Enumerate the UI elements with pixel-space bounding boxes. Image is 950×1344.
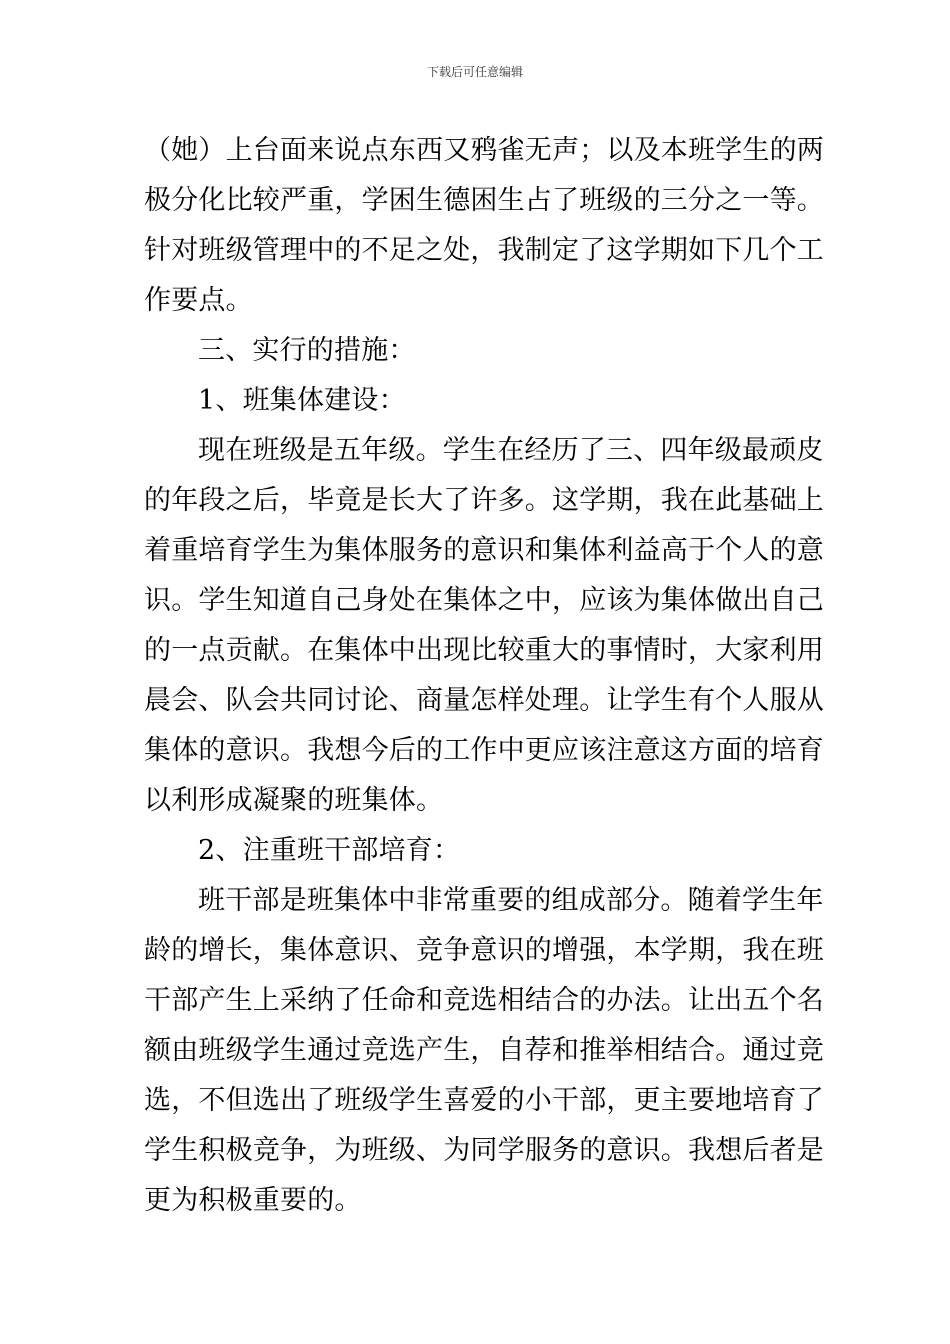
text-line: 学生积极竞争，为班级、为同学服务的意识。我想后者是 — [144, 1135, 824, 1166]
text-line: 更为积极重要的。 — [144, 1185, 362, 1216]
text-line: 针对班级管理中的不足之处，我制定了这学期如下几个工 — [144, 235, 824, 266]
text-line: 识。学生知道自己身处在集体之中，应该为集体做出自己 — [144, 585, 824, 616]
text-line: （她）上台面来说点东西又鸦雀无声；以及本班学生的两 — [144, 135, 824, 166]
text-line: 额由班级学生通过竞选产生，自荐和推举相结合。通过竞 — [144, 1035, 824, 1066]
subsection-heading: 2、注重班干部培育： — [198, 835, 461, 866]
text-line: 龄的增长，集体意识、竞争意识的增强，本学期，我在班 — [144, 935, 824, 966]
text-line: 的一点贡献。在集体中出现比较重大的事情时，大家利用 — [144, 635, 824, 666]
text-line: 极分化比较严重，学困生德困生占了班级的三分之一等。 — [144, 185, 824, 216]
text-line: 现在班级是五年级。学生在经历了三、四年级最顽皮 — [198, 435, 824, 466]
text-line: 的年段之后，毕竟是长大了许多。这学期，我在此基础上 — [144, 485, 824, 516]
subsection-heading: 1、班集体建设： — [198, 385, 406, 416]
text-line: 选，不但选出了班级学生喜爱的小干部，更主要地培育了 — [144, 1085, 824, 1116]
section-heading: 三、实行的措施： — [198, 335, 416, 366]
page-header: 下载后可任意编辑 — [426, 65, 523, 79]
text-line: 集体的意识。我想今后的工作中更应该注意这方面的培育 — [144, 735, 824, 766]
text-line: 作要点。 — [144, 285, 253, 316]
document-body — [144, 126, 824, 1226]
text-line: 着重培育学生为集体服务的意识和集体利益高于个人的意 — [144, 535, 824, 566]
text-line: 晨会、队会共同讨论、商量怎样处理。让学生有个人服从 — [144, 685, 824, 716]
text-line: 以利形成凝聚的班集体。 — [144, 785, 444, 816]
text-line: 干部产生上采纳了任命和竞选相结合的办法。让出五个名 — [144, 985, 824, 1016]
text-line: 班干部是班集体中非常重要的组成部分。随着学生年 — [198, 885, 824, 916]
